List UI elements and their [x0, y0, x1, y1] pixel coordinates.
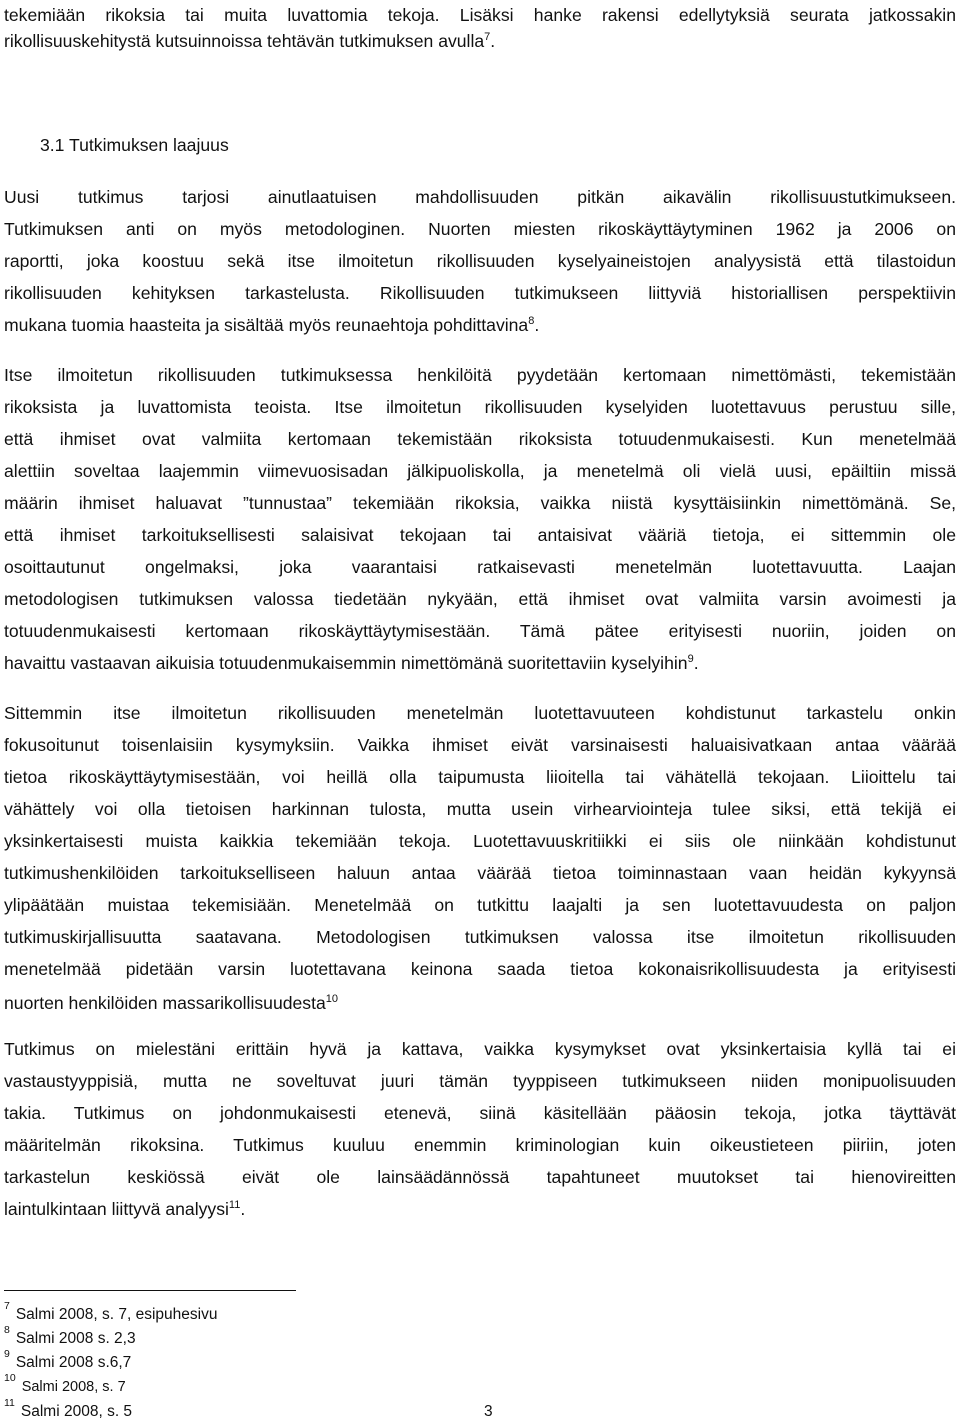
footnote-number: 8	[4, 1324, 10, 1336]
para1-line-4: rikollisuuden kehityksen tarkastelusta. Rikollisuuden tutkimukseen liittyviä historiallisen perspektiivin	[4, 283, 956, 303]
para2-line-10	[4, 652, 956, 674]
footnote-10	[4, 1372, 126, 1396]
para1-line-1: Uusi tutkimus tarjosi ainutlaatuisen mahdollisuuden pitkän aikavälin rikollisuustutkimukseen.	[4, 187, 956, 207]
para3-line-8: tutkimuskirjallisuutta saatavana. Metodologisen tutkimuksen valossa itse ilmoitetun rikollisuuden	[4, 927, 956, 947]
para2-line-2: rikoksista ja luvattomista teoista. Itse ilmoitetun rikollisuuden kyselyiden luotettavuus perustuu sille,	[4, 397, 956, 417]
para4-line-6-tail: .	[240, 1199, 246, 1219]
page-number: 3	[484, 1403, 493, 1420]
intro-line-2-tail: .	[490, 31, 496, 51]
para2-line-10-tail: .	[693, 653, 699, 673]
footnote-number: 10	[4, 1372, 16, 1384]
footnote-11	[4, 1397, 133, 1421]
para3-line-7: ylipäätään muistaa tekemisiään. Menetelmää on tutkittu laajalti ja sen luotettavuudesta on paljon	[4, 895, 956, 915]
para1-line-5-text: mukana tuomia haasteita ja sisältää myös reunaehtoja pohdittavina	[4, 315, 529, 335]
footnote-text: Salmi 2008, s. 5	[20, 1403, 133, 1420]
para4-line-3: takia. Tutkimus on johdonmukaisesti etenevä, siinä käsitellään pääosin tekoja, jotka täyttävät	[4, 1103, 956, 1123]
para4-line-2: vastaustyyppisiä, mutta ne soveltuvat juuri tämän tyyppiseen tutkimukseen niiden monipuolisuuden	[4, 1071, 956, 1091]
footnote-7	[4, 1300, 218, 1324]
footnote-text: Salmi 2008, s. 7	[21, 1379, 126, 1395]
para2-line-3: että ihmiset ovat valmiita kertomaan tekemistään rikoksista totuudenmukaisesti. Kun menetelmää	[4, 429, 956, 449]
para3-line-3: tietoa rikoskäyttäytymisestään, voi heillä olla taipumusta liioitella tai vähätellä tekojaan. Liioittelu tai	[4, 767, 956, 787]
footnote-ref-8[interactable]: 8	[528, 315, 535, 327]
para2-line-8: metodologisen tutkimuksen valossa tiedetään nykyään, että ihmiset ovat valmiita varsin avoimesti ja	[4, 589, 956, 609]
para2-line-9: totuudenmukaisesti kertomaan rikoskäyttäytymisestään. Tämä pätee erityisesti nuoriin, joiden on	[4, 621, 956, 641]
para3-line-10	[4, 992, 956, 1014]
footnote-ref-11[interactable]: 11	[228, 1199, 241, 1211]
footnote-ref-7[interactable]: 7	[484, 31, 491, 43]
footnote-ref-9[interactable]: 9	[687, 653, 694, 665]
footnote-number: 9	[4, 1348, 10, 1360]
intro-line-2	[4, 30, 956, 52]
para2-line-6: että ihmiset tarkoituksellisesti salaisivat tekojaan tai antaisivat vääriä tietoja, ei sittemmin ole	[4, 525, 956, 545]
intro-line-1: tekemiään rikoksia tai muita luvattomia tekoja. Lisäksi hanke rakensi edellytyksiä seurata jatkossakin	[4, 5, 956, 25]
footnote-8	[4, 1324, 136, 1348]
para1-line-3: raportti, joka koostuu sekä itse ilmoitetun rikollisuuden kyselyaineistojen analyysistä että tilastoidun	[4, 251, 956, 271]
footnote-text: Salmi 2008 s. 2,3	[15, 1330, 136, 1347]
para1-line-5-tail: .	[534, 315, 540, 335]
footnote-number: 7	[4, 1300, 10, 1312]
footnote-text: Salmi 2008 s.6,7	[15, 1354, 132, 1371]
para1-line-2: Tutkimuksen anti on myös metodologinen. Nuorten miesten rikoskäyttäytyminen 1962 ja 2006 on	[4, 219, 956, 239]
para2-line-4: alettiin soveltaa laajemmin viimevuosisadan jälkipuoliskolla, ja menetelmä oli vielä uusi, epäiltiin missä	[4, 461, 956, 481]
para2-line-5: määrin ihmiset haluavat ”tunnustaa” tekemiään rikoksia, vaikka niistä kysyttäisiinkin nimettömänä. Se,	[4, 493, 956, 513]
intro-line-2-text: rikollisuuskehitystä kutsuinnoissa tehtävän tutkimuksen avulla	[4, 31, 485, 51]
para3-line-4: vähättely voi olla tietoisen harkinnan tulosta, mutta usein virhearviointeja tulee siksi, että tekijä ei	[4, 799, 956, 819]
para4-line-5: tarkastelun keskiössä eivät ole lainsäädännössä tapahtuneet muutokset tai hienovireitten	[4, 1167, 956, 1187]
para4-line-1: Tutkimus on mielestäni erittäin hyvä ja kattava, vaikka kysymykset ovat yksinkertaisia kyllä tai ei	[4, 1039, 956, 1059]
para3-line-1: Sittemmin itse ilmoitetun rikollisuuden menetelmän luotettavuuteen kohdistunut tarkastelu onkin	[4, 703, 956, 723]
para3-line-6: tutkimushenkilöiden tarkoitukselliseen haluun antaa väärää tietoa toiminnastaan vaan heidän kykyynsä	[4, 863, 956, 883]
para4-line-6-text: laintulkintaan liittyvä analyysi	[4, 1199, 229, 1219]
para4-line-4: määritelmän rikoksina. Tutkimus kuuluu enemmin kriminologian kuin oikeustieteen piiriin, joten	[4, 1135, 956, 1155]
para3-line-9: menetelmää pidetään varsin luotettavana keinona saada tietoa kokonaisrikollisuudesta ja erityisesti	[4, 959, 956, 979]
para2-line-1: Itse ilmoitetun rikollisuuden tutkimuksessa henkilöitä pyydetään kertomaan nimettömästi, tekemistään	[4, 365, 956, 385]
para1-line-5	[4, 314, 956, 336]
para3-line-5: yksinkertaisesti muista kaikkia tekemiään tekoja. Luotettavuuskritiikki ei siis ole niinkään kohdistunut	[4, 831, 956, 851]
para4-line-6	[4, 1198, 956, 1220]
section-heading: 3.1 Tutkimuksen laajuus	[40, 135, 229, 155]
para3-line-10-text: nuorten henkilöiden massarikollisuudesta	[4, 993, 326, 1013]
footnote-ref-10[interactable]: 10	[325, 993, 339, 1005]
para2-line-10-text: havaittu vastaavan aikuisia totuudenmukaisemmin nimettömänä suoritettaviin kyselyihin	[4, 653, 688, 673]
footnote-number: 11	[4, 1397, 15, 1409]
para3-line-2: fokusoitunut toisenlaisiin kysymyksiin. Vaikka ihmiset eivät varsinaisesti haluaisivatkaan antaa väärää	[4, 735, 956, 755]
footnote-9	[4, 1348, 132, 1372]
para2-line-7: osoittautunut ongelmaksi, joka vaarantaisi ratkaisevasti menetelmän luotettavuutta. Laajan	[4, 557, 956, 577]
footnote-text: Salmi 2008, s. 7, esipuhesivu	[15, 1306, 218, 1323]
footnote-separator	[4, 1290, 296, 1291]
